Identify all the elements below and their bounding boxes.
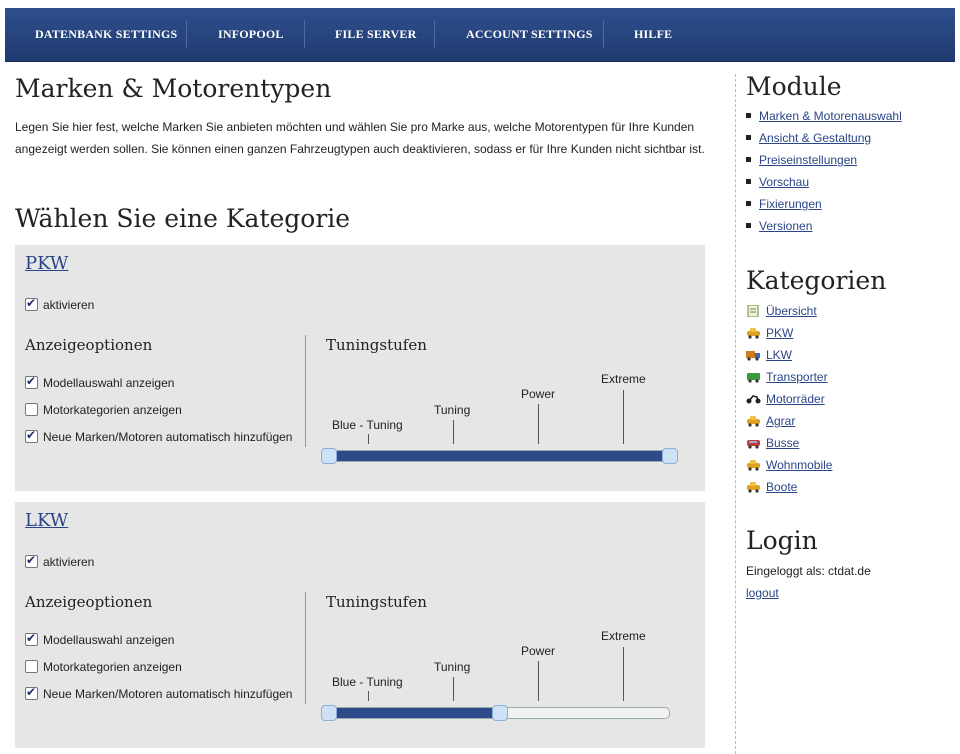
panel-title-lkw[interactable]: LKW bbox=[25, 510, 69, 531]
sidebar bbox=[735, 74, 956, 754]
options-heading: Anzeigeoptionen bbox=[25, 336, 153, 354]
category-item bbox=[746, 414, 795, 428]
option-checkbox[interactable] bbox=[25, 633, 38, 646]
tuning-heading: Tuningstufen bbox=[326, 336, 427, 354]
option-checkbox[interactable] bbox=[25, 403, 38, 416]
stage-label: Blue - Tuning bbox=[332, 675, 403, 689]
option-row[interactable] bbox=[25, 686, 292, 702]
stage-tick bbox=[538, 661, 539, 701]
stage-tick bbox=[453, 420, 454, 444]
category-link[interactable]: Übersicht bbox=[766, 304, 817, 318]
option-row[interactable] bbox=[25, 375, 174, 391]
category-item bbox=[746, 326, 793, 340]
panel-title-pkw[interactable]: PKW bbox=[25, 253, 69, 274]
document-icon bbox=[746, 305, 761, 317]
panel-divider bbox=[305, 335, 306, 447]
module-link[interactable]: Versionen bbox=[759, 219, 813, 233]
module-item bbox=[746, 109, 902, 123]
tractor-icon bbox=[746, 415, 761, 427]
option-label: Modellauswahl anzeigen bbox=[43, 376, 175, 390]
module-item bbox=[746, 153, 857, 167]
car-icon bbox=[746, 327, 761, 339]
category-link[interactable]: Boote bbox=[766, 480, 798, 494]
nav-account-settings[interactable]: ACCOUNT SETTINGS bbox=[466, 27, 593, 41]
bus-icon bbox=[746, 437, 761, 449]
nav-separator bbox=[603, 20, 604, 48]
slider-handle-max[interactable] bbox=[662, 448, 678, 464]
activate-row[interactable] bbox=[25, 554, 94, 570]
option-label: Modellauswahl anzeigen bbox=[43, 633, 175, 647]
category-item bbox=[746, 392, 825, 406]
login-heading: Login bbox=[746, 526, 818, 555]
nav-separator bbox=[186, 20, 187, 48]
stage-label: Extreme bbox=[601, 629, 646, 643]
nav-hilfe[interactable]: HILFE bbox=[634, 27, 673, 41]
nav-infopool[interactable]: INFOPOOL bbox=[218, 27, 284, 41]
bullet-icon bbox=[746, 157, 751, 162]
category-link[interactable]: Busse bbox=[766, 436, 800, 450]
category-link[interactable]: Transporter bbox=[766, 370, 828, 384]
category-item bbox=[746, 480, 797, 494]
module-link[interactable]: Preiseinstellungen bbox=[759, 153, 858, 167]
nav-separator bbox=[434, 20, 435, 48]
tuning-slider[interactable] bbox=[327, 707, 670, 719]
module-link[interactable]: Fixierungen bbox=[759, 197, 822, 211]
category-item bbox=[746, 436, 799, 450]
slider-fill bbox=[328, 708, 499, 718]
module-item bbox=[746, 219, 812, 233]
panel-pkw bbox=[15, 245, 705, 491]
nav-datenbank-settings[interactable]: DATENBANK SETTINGS bbox=[35, 27, 178, 41]
panel-divider bbox=[305, 592, 306, 704]
stage-label: Tuning bbox=[434, 403, 471, 417]
stage-tick bbox=[623, 390, 624, 444]
option-checkbox[interactable] bbox=[25, 687, 38, 700]
login-status: Eingeloggt als: ctdat.de bbox=[746, 564, 871, 578]
option-row[interactable] bbox=[25, 429, 292, 445]
activate-label: aktivieren bbox=[43, 298, 95, 312]
category-item bbox=[746, 348, 792, 362]
option-checkbox[interactable] bbox=[25, 376, 38, 389]
category-link[interactable]: PKW bbox=[766, 326, 794, 340]
tuning-heading: Tuningstufen bbox=[326, 593, 427, 611]
option-label: Neue Marken/Motoren automatisch hinzufügen bbox=[43, 687, 293, 701]
bullet-icon bbox=[746, 223, 751, 228]
option-label: Motorkategorien anzeigen bbox=[43, 660, 182, 674]
category-link[interactable]: Wohnmobile bbox=[766, 458, 833, 472]
nav-file-server[interactable]: FILE SERVER bbox=[335, 27, 417, 41]
bullet-icon bbox=[746, 201, 751, 206]
slider-handle-min[interactable] bbox=[321, 705, 337, 721]
categories-heading: Kategorien bbox=[746, 266, 887, 295]
bullet-icon bbox=[746, 179, 751, 184]
category-link[interactable]: Motorräder bbox=[766, 392, 825, 406]
logout-link[interactable]: logout bbox=[746, 586, 779, 600]
stage-tick bbox=[538, 404, 539, 444]
stage-label: Blue - Tuning bbox=[332, 418, 403, 432]
category-item bbox=[746, 370, 828, 384]
option-row[interactable] bbox=[25, 632, 174, 648]
category-item bbox=[746, 458, 832, 472]
options-heading: Anzeigeoptionen bbox=[25, 593, 153, 611]
nav-separator bbox=[304, 20, 305, 48]
module-link[interactable]: Ansicht & Gestaltung bbox=[759, 131, 872, 145]
option-label: Neue Marken/Motoren automatisch hinzufügen bbox=[43, 430, 293, 444]
panel-lkw bbox=[15, 502, 705, 748]
van-icon bbox=[746, 371, 761, 383]
module-item bbox=[746, 131, 871, 145]
activate-checkbox[interactable] bbox=[25, 298, 38, 311]
stage-label: Power bbox=[521, 644, 556, 658]
stage-tick bbox=[368, 691, 369, 701]
slider-handle-max[interactable] bbox=[492, 705, 508, 721]
option-checkbox[interactable] bbox=[25, 430, 38, 443]
stage-tick bbox=[453, 677, 454, 701]
truck-icon bbox=[746, 349, 761, 361]
top-nav bbox=[5, 8, 955, 62]
module-item bbox=[746, 175, 809, 189]
category-item bbox=[746, 304, 817, 318]
option-checkbox[interactable] bbox=[25, 660, 38, 673]
slider-handle-min[interactable] bbox=[321, 448, 337, 464]
option-row[interactable] bbox=[25, 402, 182, 418]
slider-fill bbox=[328, 451, 669, 461]
intro-text: Legen Sie hier fest, welche Marken Sie anbieten möchten und wählen Sie pro Marke aus, welche Motorentypen für Ihre Kunden angezeigt werden sollen. Sie können einen ganzen Fahrzeugtypen auch deaktivieren, sodass er für Ihre Kunden nicht sichtbar ist. bbox=[15, 120, 705, 156]
camper-icon bbox=[746, 459, 761, 471]
option-row[interactable] bbox=[25, 659, 182, 675]
stage-label: Tuning bbox=[434, 660, 471, 674]
tuning-slider[interactable] bbox=[327, 450, 670, 462]
category-heading: Wählen Sie eine Kategorie bbox=[15, 204, 351, 233]
boat-icon bbox=[746, 481, 761, 493]
stage-tick bbox=[368, 434, 369, 444]
bullet-icon bbox=[746, 113, 751, 118]
page-title: Marken & Motorentypen bbox=[15, 74, 332, 103]
category-link[interactable]: Agrar bbox=[766, 414, 796, 428]
stage-tick bbox=[623, 647, 624, 701]
category-link[interactable]: LKW bbox=[766, 348, 793, 362]
bullet-icon bbox=[746, 135, 751, 140]
activate-label: aktivieren bbox=[43, 555, 95, 569]
option-label: Motorkategorien anzeigen bbox=[43, 403, 182, 417]
activate-checkbox[interactable] bbox=[25, 555, 38, 568]
module-link[interactable]: Vorschau bbox=[759, 175, 810, 189]
stage-label: Extreme bbox=[601, 372, 646, 386]
activate-row[interactable] bbox=[25, 297, 94, 313]
motorbike-icon bbox=[746, 393, 761, 405]
stage-label: Power bbox=[521, 387, 556, 401]
modules-heading: Module bbox=[746, 72, 842, 101]
module-link[interactable]: Marken & Motorenauswahl bbox=[759, 109, 902, 123]
module-item bbox=[746, 197, 822, 211]
